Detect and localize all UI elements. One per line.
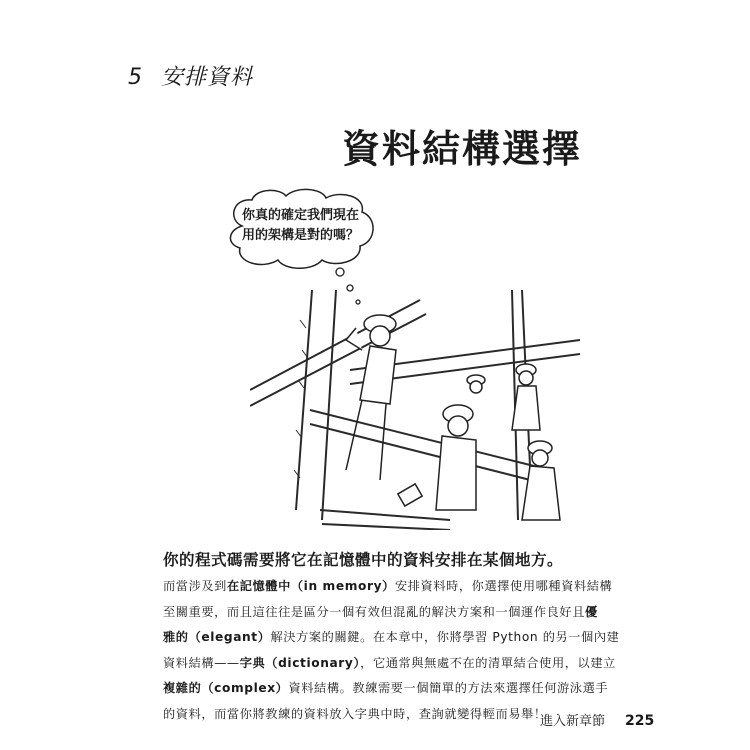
chapter-heading <box>128 60 253 91</box>
construction-workers-illustration <box>250 280 582 530</box>
body-line <box>163 651 616 677</box>
bold-term: 在記憶體中（in memory） <box>226 579 395 593</box>
bubble-line: 用的架構是對的嗎？ <box>242 228 360 243</box>
page-number: 225 <box>625 713 655 729</box>
body-line <box>163 600 598 626</box>
text-run: 至關重要，而且這往往是區分一個有效但混亂的解決方案和一個運作良好且 <box>163 604 585 619</box>
text-run: 安排資料時，你選擇使用哪種資料結構 <box>394 579 613 593</box>
chapter-title: 安排資料 <box>161 65 254 90</box>
text-run: 解決方案的關鍵。在本章中，你將學習 Python 的另一個內建 <box>270 630 620 645</box>
body-text <box>163 574 620 728</box>
text-run: 資料結構—— <box>163 655 240 670</box>
section-title: 資料結構選擇 <box>341 127 582 171</box>
bold-term: 優 <box>585 604 598 619</box>
footer-section: 進入新章節 <box>540 714 606 729</box>
chapter-number: 5 <box>128 65 143 90</box>
bold-term: 字典（dictionary） <box>239 655 361 670</box>
lead-paragraph: 你的程式碼需要將它在記憶體中的資料安排在某個地方。 <box>163 551 564 569</box>
bold-term: 雅的（elegant） <box>163 630 271 645</box>
bold-term: 複雜的（complex） <box>163 681 289 696</box>
text-run: 的資料，而當你將教練的資料放入字典中時，查詢就變得輕而易舉！ <box>163 706 547 721</box>
text-run: 資料結構。教練需要一個簡單的方法來選擇任何游泳選手 <box>288 681 609 696</box>
speech-bubble-text <box>242 206 372 246</box>
body-line <box>163 625 620 651</box>
text-run: 而當涉及到 <box>163 579 227 593</box>
page-footer <box>540 710 654 729</box>
text-run: ，它通常與無處不在的清單結合使用，以建立 <box>360 655 616 670</box>
body-line <box>163 676 609 702</box>
body-line <box>163 574 613 600</box>
bubble-line: 你真的確定我們現在 <box>242 208 360 223</box>
body-line <box>163 702 595 728</box>
